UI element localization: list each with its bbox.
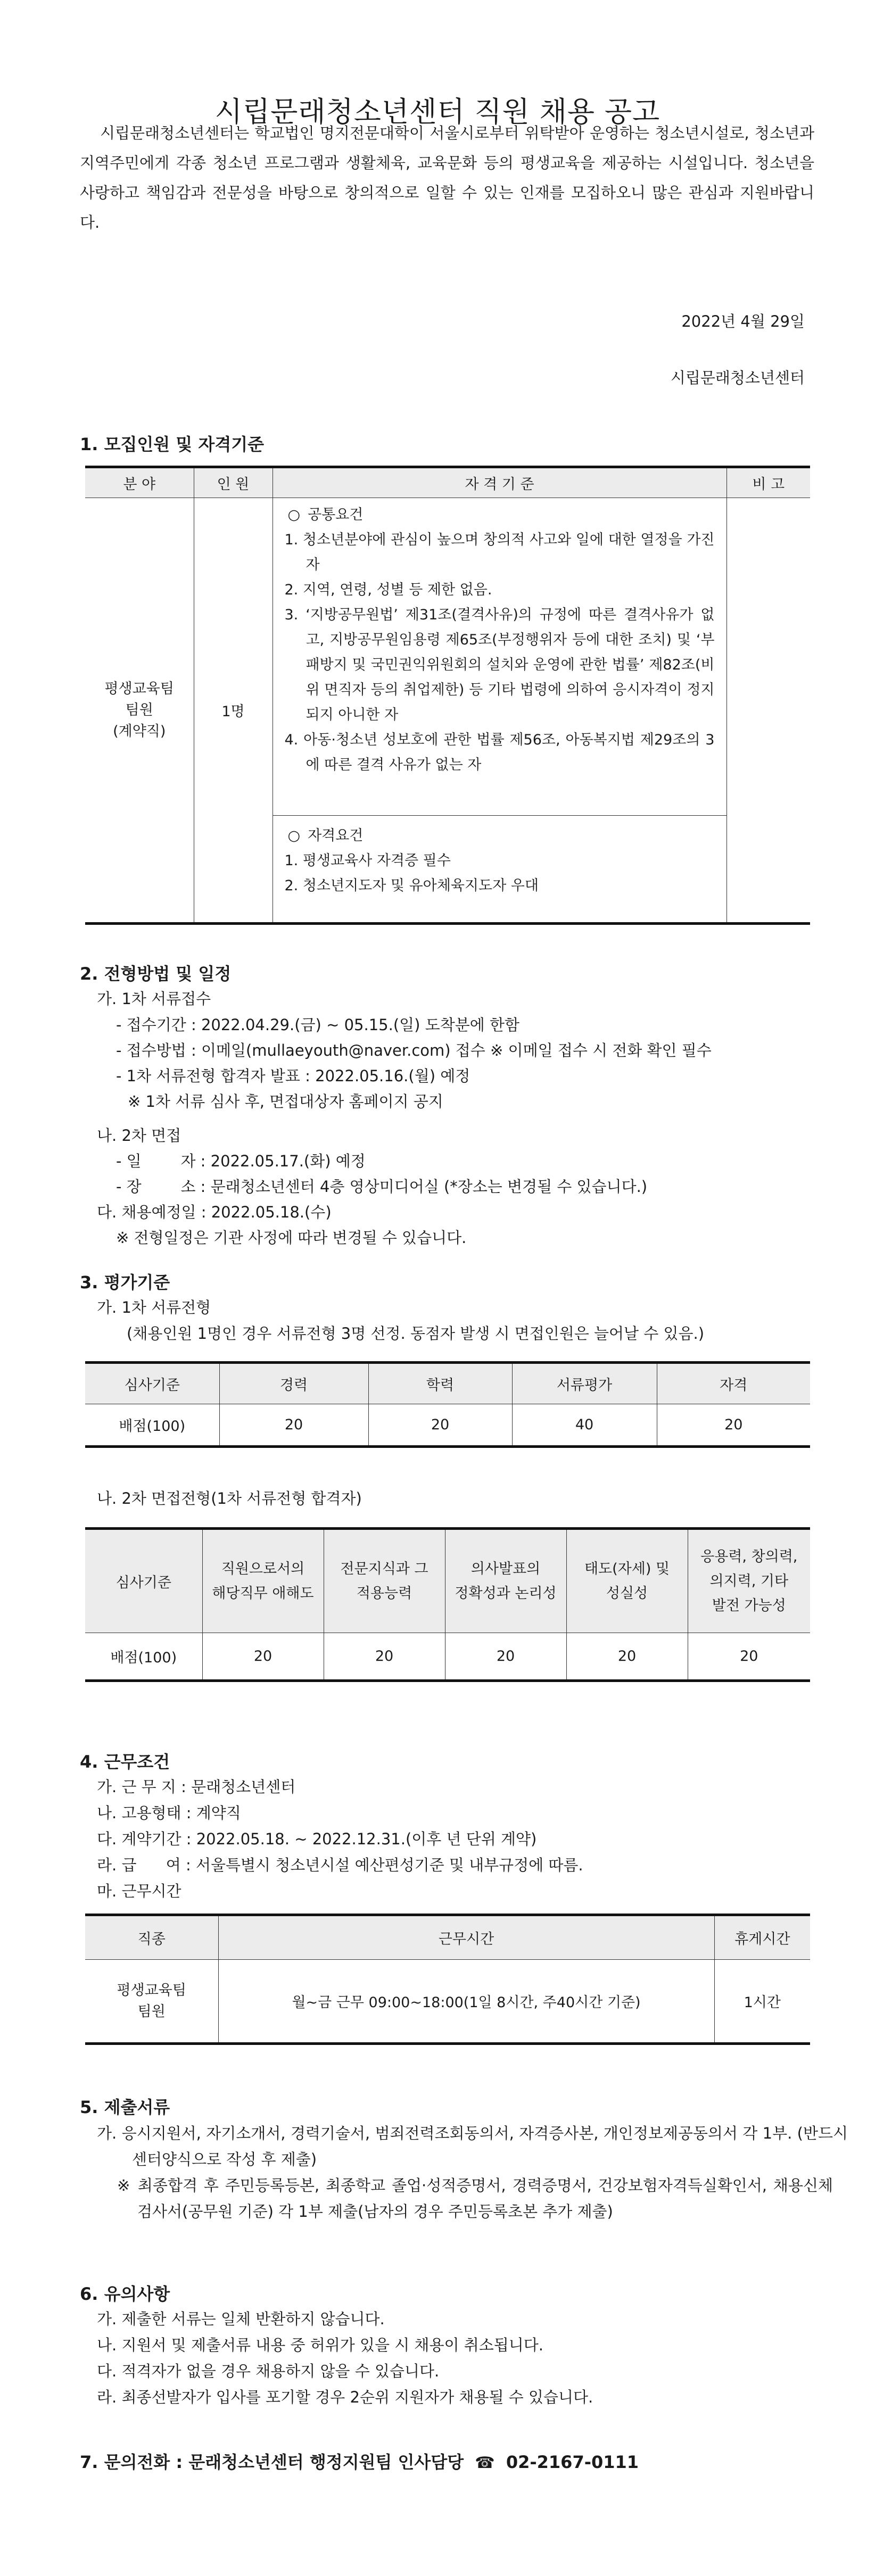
score-cell: 20 xyxy=(202,1633,324,1681)
notice-item: 나. 지원서 및 제출서류 내용 중 허위가 있을 시 채용이 취소됩니다. xyxy=(97,2336,543,2354)
remarks-cell xyxy=(727,498,810,924)
list-item: 1. 청소년분야에 관심이 높으며 창의적 사고와 일에 대한 열정을 가진 자 xyxy=(284,532,715,573)
working-hours-title: 마. 근무시간 xyxy=(97,1882,181,1900)
contact-number: 02-2167-0111 xyxy=(506,2452,639,2472)
notice-item: 라. 최종선발자가 입사를 포기할 경우 2순위 지원자가 채용될 수 있습니다. xyxy=(97,2388,593,2406)
work-location: 가. 근 무 지 : 문래청소년센터 xyxy=(97,1778,296,1796)
qualification-title: ○ 자격요건 xyxy=(285,823,715,848)
qualification-requirements-cell xyxy=(273,816,727,924)
step-2-title: 나. 2차 면접 xyxy=(97,1127,181,1145)
posting-date: 2022년 4월 29일 xyxy=(681,312,805,330)
count-cell: 1명 xyxy=(194,498,273,924)
notice-item: 가. 제출한 서류는 일체 반환하지 않습니다. xyxy=(97,2310,385,2328)
job-cell: 평생교육팀 팀원 xyxy=(85,1960,218,2044)
interview-date: - 일 자 : 2022.05.17.(화) 예정 xyxy=(116,1152,366,1170)
score-cell: 20 xyxy=(368,1404,512,1447)
section-6-heading: 6. 유의사항 xyxy=(80,2284,170,2304)
salary: 라. 급 여 : 서울특별시 청소년시설 예산편성기준 및 내부규정에 따름. xyxy=(97,1856,583,1874)
header-certification: 자격 xyxy=(657,1363,810,1404)
break-cell: 1시간 xyxy=(714,1960,810,2044)
section-5-heading: 5. 제출서류 xyxy=(80,2097,170,2117)
table-row xyxy=(85,1404,810,1447)
qualification-table-header xyxy=(85,467,810,498)
header-education: 학력 xyxy=(368,1363,512,1404)
working-hours-header xyxy=(85,1915,810,1960)
section-4-heading: 4. 근무조건 xyxy=(80,1752,170,1772)
document-scoring-header xyxy=(85,1363,810,1404)
interview-place: - 장 소 : 문래청소년센터 4층 영상미디어실 (*장소는 변경될 수 있습니다.) xyxy=(116,1178,648,1196)
header-criteria: 자 격 기 준 xyxy=(273,467,727,498)
interview-scoring-header xyxy=(85,1529,810,1633)
header-field: 분 야 xyxy=(85,467,194,498)
header-hours: 근무시간 xyxy=(218,1915,714,1960)
score-cell: 20 xyxy=(445,1633,566,1681)
phone-icon: ☎ xyxy=(475,2454,495,2472)
header-job: 직종 xyxy=(85,1915,218,1960)
contact-label: 7. 문의전화 : 문래청소년센터 행정지원팀 인사담당 xyxy=(80,2452,464,2472)
intro-paragraph: 시립문래청소년센터는 학교법인 명지전문대학이 서울시로부터 위탁받아 운영하는 청소년시설로, 청소년과 지역주민에게 각종 청소년 프로그램과 생활체육, 교육문화 등의 평생교육을 제공하는 시설입니다. 청소년을 사랑하고 책임감과 전문성을 바탕으로 창의적으로 일할 수 있는 인재를 모집하오니 많은 관심과 지원바랍니다. xyxy=(80,124,814,231)
section-1-heading: 1. 모집인원 및 자격기준 xyxy=(80,434,265,454)
list-item: 2. 청소년지도자 및 유아체육지도자 우대 xyxy=(284,877,539,894)
working-hours-table xyxy=(85,1914,810,2045)
qualification-list xyxy=(285,848,715,898)
application-method: - 접수방법 : 이메일(mullaeyouth@naver.com) 접수 ※ 이메일 접수 시 전화 확인 필수 xyxy=(116,1041,712,1059)
score-cell: 20 xyxy=(219,1404,368,1447)
requirements-row xyxy=(85,498,810,816)
list-item: 3. ‘지방공무원법’ 제31조(결격사유)의 규정에 따른 결격사유가 없고, 지방공무원임용령 제65조(부정행위자 등에 대한 조치) 및 ‘부패방지 및 국민권익위원회의 설치와 운영에 관한 법률’ 제82조(비위 면직자 등의 취업제한) 등 기타 법령에 의하여 응시자격이 정지되지 아니한 자 xyxy=(284,607,715,723)
interview-scoring-table xyxy=(85,1527,810,1682)
header-job-understanding: 직원으로서의 해당직무 애해도 xyxy=(202,1529,324,1633)
score-cell: 20 xyxy=(657,1404,810,1447)
common-requirements-cell xyxy=(273,498,727,816)
header-attitude: 태도(자세) 및 성실성 xyxy=(566,1529,688,1633)
common-requirements-list xyxy=(285,527,715,777)
document-result-note: ※ 1차 서류 심사 후, 면접대상자 홈페이지 공지 xyxy=(128,1092,443,1111)
document-screening-title: 가. 1차 서류전형 xyxy=(97,1298,211,1316)
header-expertise: 전문지식과 그 적용능력 xyxy=(324,1529,445,1633)
list-item: 1. 평생교육사 자격증 필수 xyxy=(284,852,451,869)
table-row xyxy=(85,1960,810,2044)
score-label: 배점(100) xyxy=(85,1633,202,1681)
header-career: 경력 xyxy=(219,1363,368,1404)
field-cell: 평생교육팀 팀원 (계약직) xyxy=(85,498,194,924)
section-2-heading: 2. 전형방법 및 일정 xyxy=(80,964,232,984)
circle-bullet-icon: ○ xyxy=(287,827,301,844)
document-scoring-table xyxy=(85,1361,810,1448)
hours-cell: 월~금 근무 09:00~18:00(1일 8시간, 주40시간 기준) xyxy=(218,1960,714,2044)
interview-screening-title: 나. 2차 면접전형(1차 서류전형 합격자) xyxy=(97,1489,362,1508)
qualification-table xyxy=(85,466,810,925)
organization-name: 시립문래청소년센터 xyxy=(670,369,805,387)
required-documents: 가. 응시지원서, 자기소개서, 경력기술서, 범죄전력조회동의서, 자격증사본, 개인정보제공동의서 각 1부. (반드시 센터양식으로 작성 후 제출) xyxy=(97,2124,848,2168)
document-result-date: - 1차 서류전형 합격자 발표 : 2022.05.16.(월) 예정 xyxy=(116,1067,470,1085)
step-1-title: 가. 1차 서류접수 xyxy=(97,990,211,1008)
hire-date: 다. 채용예정일 : 2022.05.18.(수) xyxy=(97,1203,332,1221)
header-count: 인 원 xyxy=(194,467,273,498)
list-item: 4. 아동·청소년 성보호에 관한 법률 제56조, 아동복지법 제29조의 3에 따른 결격 사유가 없는 자 xyxy=(284,732,715,773)
notice-item: 다. 적격자가 없을 경우 채용하지 않을 수 있습니다. xyxy=(97,2362,440,2380)
section-3-heading: 3. 평가기준 xyxy=(80,1272,170,1293)
table-row xyxy=(85,1633,810,1681)
score-cell: 20 xyxy=(688,1633,810,1681)
score-cell: 20 xyxy=(324,1633,445,1681)
schedule-note: ※ 전형일정은 기관 사정에 따라 변경될 수 있습니다. xyxy=(116,1229,467,1247)
final-documents-note: ※ 최종합격 후 주민등록등본, 최종학교 졸업·성적증명서, 경력증명서, 건강보험자격득실확인서, 채용신체검사서(공무원 기준) 각 1부 제출(남자의 경우 주민등록초본 추가 제출) xyxy=(117,2176,833,2221)
header-break: 휴게시간 xyxy=(714,1915,810,1960)
page-title: 시립문래청소년센터 직원 채용 공고 xyxy=(214,96,661,128)
application-period: - 접수기간 : 2022.04.29.(금) ~ 05.15.(일) 도착분에 한함 xyxy=(116,1016,519,1034)
employment-type: 나. 고용형태 : 계약직 xyxy=(97,1804,241,1822)
header-document-eval: 서류평가 xyxy=(512,1363,657,1404)
circle-bullet-icon: ○ xyxy=(287,507,301,523)
header-criteria: 심사기준 xyxy=(85,1363,219,1404)
score-cell: 20 xyxy=(566,1633,688,1681)
contact-line xyxy=(80,2449,639,2473)
score-cell: 40 xyxy=(512,1404,657,1447)
header-potential: 응용력, 창의력, 의지력, 기타 발전 가능성 xyxy=(688,1529,810,1633)
header-logic: 의사발표의 정확성과 논리성 xyxy=(445,1529,566,1633)
header-remarks: 비 고 xyxy=(727,467,810,498)
document-screening-note: (채용인원 1명인 경우 서류전형 3명 선정. 동점자 발생 시 면접인원은 늘어날 수 있음.) xyxy=(127,1324,705,1343)
header-criteria: 심사기준 xyxy=(85,1529,202,1633)
list-item: 2. 지역, 연령, 성별 등 제한 없음. xyxy=(284,582,492,598)
score-label: 배점(100) xyxy=(85,1404,219,1447)
common-requirements-title: ○ 공통요건 xyxy=(285,502,715,527)
contract-period: 다. 계약기간 : 2022.05.18. ~ 2022.12.31.(이후 년 단위 계약) xyxy=(97,1830,537,1848)
